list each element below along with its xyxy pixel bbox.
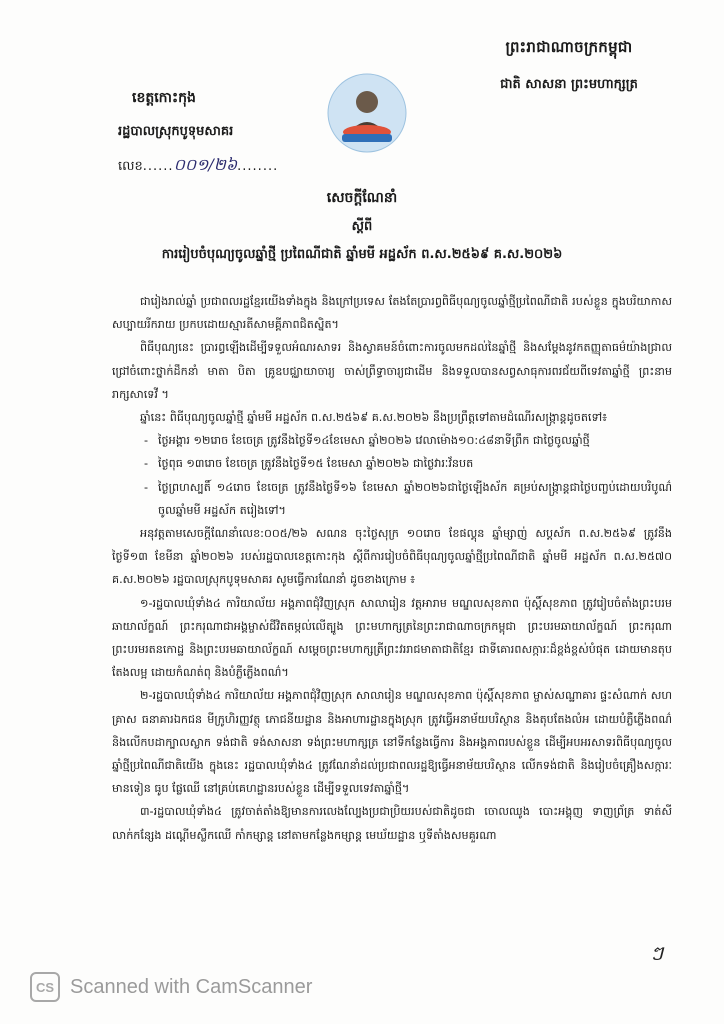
paragraph-schedule-intro: ឆ្នាំនេះ ពិធីបុណ្យចូលឆ្នាំថ្មី ឆ្នាំមមី អដ្ឋស័ក ព.ស.២៥៦៩ គ.ស.២០២៦ នឹងប្រព្រឹត្តទៅតាមដំណើរសង្រ្កាន្តដូចតទៅ៖ [140,411,608,425]
schedule-item: - ថ្ងៃអង្គារ ១២រោច ខែចេត្រ ត្រូវនឹងថ្ងៃទី១៤ខែមេសា ឆ្នាំ២០២៦ វេលាម៉ោង១០:៤៨នាទីព្រឹក ជាថ្ងៃចូលឆ្នាំថ្មី [144,429,672,452]
paragraph-purpose: ពិធីបុណ្យនេះ ប្រារព្ធឡើងដើម្បីទទួលអំណរសាទរ និងស្វាគមន៍ចំពោះការចូលមកដល់នៃឆ្នាំថ្មី និងសម្តែងនូវកតញ្ញុតាធម៌យ៉ាងជ្រាលជ្រៅចំពោះថ្នាក់ដឹកនាំ មាតា បិតា គ្រូឧបជ្ឈាយាចារ្យ ចាស់ព្រឹទ្ធាចារ្យជាដើម និងទទួលបានសព្វសាធុការពរជ័យពីទេវតាឆ្នាំថ្មី ព្រះនាម រាក្សសាទេវី ។ [112,341,672,401]
watermark-text: Scanned with CamScanner [70,975,313,998]
issuer-header [118,88,288,178]
schedule-item: - ថ្ងៃព្រហស្បតិ៍ ១៤រោច ខែចេត្រ ត្រូវនឹងថ្ងៃទី១៦ ខែមេសា ឆ្នាំ២០២៦ជាថ្ងៃឡើងស័ក គម្រប់សង្រ្កាន្តជាថ្ងៃបញ្ចប់ដោយបរិបូណ៌ ចូលឆ្នាំមមី អដ្ឋស័ក តរៀងទៅ។ [144,476,672,522]
subject-line: ការរៀបចំបុណ្យចូលឆ្នាំថ្មី ប្រពៃណីជាតិ ឆ្នាំមមី អដ្ឋស័ក ព.ស.២៥៦៩ គ.ស.២០២៦ [161,247,563,262]
instruction-item-1: ១-រដ្ឋបាលឃុំទាំង៤ ការិយាល័យ អង្គភាពជុំវិញស្រុក សាលារៀន វត្តអារាម មណ្ឌលសុខភាព ប៉ុស្តិ៍សុខភាព ត្រូវរៀបចំតាំងព្រះបរមឆាយាល័ក្ខណ៍ ព្រះករុណាជាអង្គម្ចាស់ជីវិតតម្កល់លើត្បូង ព្រះមហាក្សត្រនៃព្រះរាជាណាចក្រកម្ពុជា ព្រះបរមឆាយាល័ក្ខណ៍ ព្រះករុណា ព្រះបរមរតនកោដ្ឋ និងព្រះបរមឆាយាល័ក្ខណ៍ សម្តេចព្រះមហាក្សត្រីព្រះវររាជមាតាជាតិខ្មែរ ជាទីគោរពសក្ការៈដ៏ខ្ពង់ខ្ពស់បំផុត ដោយមានតុបតែងលម្អ ដោយកំណត់ពុ និងបំភ្លឺភ្លើងពណ៌។ [112,596,672,680]
camscanner-logo-icon: CS [30,972,60,1002]
national-motto: ជាតិ សាសនា ព្រះមហាក្សត្រ [500,77,638,92]
about-label: ស្តីពី [351,219,373,234]
document-body [112,290,672,847]
paragraph-directive: អនុវត្តតាមសេចក្តីណែនាំលេខ:០០៥/២៦ សណន ចុះថ្ងៃសុក្រ ១០រោច ខែផល្គុន ឆ្នាំម្សាញ់ សប្តស័ក ព.ស.២៥៦៩ ត្រូវនឹងថ្ងៃទី១៣ ខែមីនា ឆ្នាំ២០២៦ របស់រដ្ឋបាលខេត្តកោះកុង ស្តីពីការរៀបចំពិធីបុណ្យចូលឆ្នាំថ្មីប្រពៃណីជាតិ ឆ្នាំមមី អដ្ឋស័ក ព.ស.២៥៧០ គ.ស.២០២៦ រដ្ឋបាលស្រុកបូទុមសាគរ សូមធ្វើការណែនាំ ដូចខាងក្រោម ៖ [112,527,672,587]
province-name: ខេត្តកោះកុង [132,90,196,106]
instruction-item-2: ២-រដ្ឋបាលឃុំទាំង៤ ការិយាល័យ អង្គភាពជុំវិញស្រុក សាលារៀន មណ្ឌលសុខភាព ប៉ុស្តិ៍សុខភាព ម្ចាស់សណ្ឋាគារ ផ្ទះសំណាក់ សហគ្រាស ធនាគារឯកជន មីក្រូហិរញ្ញវត្ថុ ភោជនីយដ្ឋាន និងអាហារដ្ឋានក្នុងស្រុក ត្រូវធ្វើអនាម័យបរិស្ថាន និងតុបតែងលំអ ដោយបំភ្លឺភ្លើងពណ៌ និងលើកបដាក្បាលស្លាក ទង់ជាតិ ទង់សាសនា ទង់ព្រះមហាក្សត្រ នៅទីកន្លែងធ្វើការ និងអង្គភាពរបស់ខ្លួន ដើម្បីអបអរសាទរពិធីបុណ្យចូលឆ្នាំថ្មីប្រពៃណីជាតិយើង ក្នុងនេះ រដ្ឋបាលឃុំទាំង៤ ត្រូវណែនាំដល់ប្រជាពលរដ្ឋឱ្យធ្វើអនាម័យបរិស្ថាន លើកទង់ជាតិ និងរៀបចំគ្រឿងសក្ការៈ មានទៀន ធូប ផ្លែឈើ នៅគ្រប់គេហដ្ឋានរបស់ខ្លួន ដើម្បីទទួលទេវតាឆ្នាំថ្មី។ [112,689,672,796]
instruction-item-3: ៣-រដ្ឋបាលឃុំទាំង៤ ត្រូវចាត់តាំងឱ្យមានការលេងល្បែងប្រជាប្រិយរបស់ជាតិដូចជា ចោលឈូង បោះអង្គុញ ទាញព្រ័ត្រ ទាត់សី លាក់កន្សែង ដណ្តើមស្លឹកឈើ កាំកម្សាន្ត នៅតាមកន្លែងកម្សាន្ត មេឃ័យដ្ឋាន ឬទីតាំងសមគួរណា [112,805,672,842]
district-admin-name: រដ្ឋបាលស្រុកបូទុមសាគរ [118,124,234,139]
reference-number [118,154,288,178]
document-type-title: សេចក្តីណែនាំ [326,190,398,206]
paragraph-intro: ជារៀងរាល់ឆ្នាំ ប្រជាពលរដ្ឋខ្មែរយើងទាំងក្នុង និងក្រៅប្រទេស តែងតែប្រារព្ធពិធីបុណ្យចូលឆ្នាំថ្មីប្រពៃណីជាតិ របស់ខ្លួន ក្នុងបរិយាកាសសប្បាយរីករាយ ប្រកបដោយស្មារតីសាមគ្គីភាពជិតស្និត។ [112,295,672,332]
kingdom-name: ព្រះរាជាណាចក្រកម្ពុជា [505,38,633,56]
schedule-list [112,429,672,522]
ref-dots: ...... [142,159,174,174]
district-logo [326,72,408,154]
kingdom-header [484,38,654,95]
camscanner-watermark [30,972,312,1002]
ref-label: លេខ [118,159,143,174]
ref-dots-trailing: ........ [237,159,279,174]
handwritten-initials: ៗ [650,941,664,965]
ref-number-handwritten: ០០១/២៦ [173,155,238,174]
schedule-item: - ថ្ងៃពុធ ១៣រោច ខែចេត្រ ត្រូវនឹងថ្ងៃទី១៥ ខែមេសា ឆ្នាំ២០២៦ ជាថ្ងៃវារៈវ័នបត [144,452,672,475]
